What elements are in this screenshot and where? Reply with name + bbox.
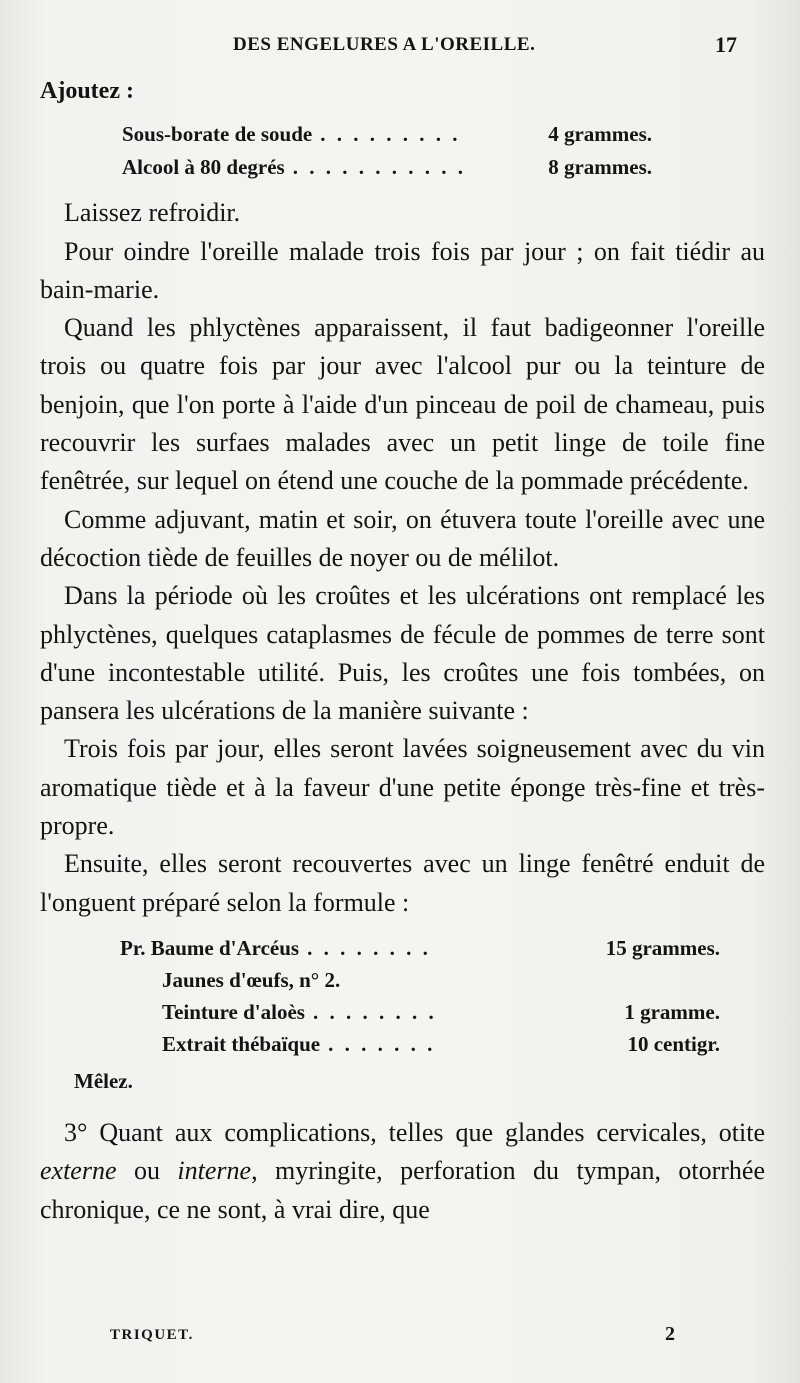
formula-list [120, 932, 765, 1060]
formula-ingredient-quantity: 1 gramme. [624, 999, 720, 1024]
sheet-mark: 2 [665, 1323, 675, 1345]
paragraph-ajoutez: Ajoutez : [40, 78, 134, 104]
paragraph-periode: Dans la période où les croûtes et les ulcérations ont remplacé les phlyctènes, quelques cataplasmes de fécule de pommes de terre sont d'une incontestable utilité. Puis, les croûtes une fois tombées, on pansera les ulcérations de la manière suivante : [40, 581, 765, 726]
ingredient-quantity: 4 grammes. [548, 122, 652, 147]
leader-dots: . . . . . . . . [312, 999, 437, 1024]
page-body [40, 72, 765, 1229]
ingredient-name: Sous-borate de soude [122, 122, 313, 147]
text-run: ou [116, 1156, 178, 1186]
paragraph-ensuite: Ensuite, elles seront recouvertes avec un linge fenêtré enduit de l'onguent préparé selon la formule : [40, 849, 765, 917]
formula-ingredient-quantity: 10 centigr. [627, 1031, 720, 1056]
paragraph-oindre: Pour oindre l'oreille malade trois fois par jour ; on fait tiédir au bain-marie. [40, 236, 765, 304]
formula-row [120, 1028, 720, 1060]
formula-row [120, 964, 762, 996]
paragraph-trois-fois: Trois fois par jour, elles seront lavées soigneusement avec du vin aromatique tiède et à la faveur d'une petite éponge très-fine et très-propre. [40, 734, 765, 841]
leader-dots: . . . . . . . . . [320, 122, 461, 147]
printer-signature: TRIQUET. [110, 1327, 194, 1343]
page-footer [0, 1323, 800, 1353]
emphasis-externe: externe [40, 1156, 117, 1186]
paragraph-laissez: Laissez refroidir. [64, 198, 241, 228]
paragraph-melez: Mêlez. [74, 1068, 133, 1093]
running-title: DES ENGELURES A L'OREILLE. [233, 34, 536, 55]
formula-row [120, 996, 720, 1028]
ingredient-quantity: 8 grammes. [548, 155, 652, 180]
leader-dots: . . . . . . . . . . . [292, 155, 466, 180]
paragraph-adjuvant: Comme adjuvant, matin et soir, on étuvera toute l'oreille avec une décoction tiède de feuilles de noyer ou de mélilot. [40, 504, 765, 572]
formula-row [120, 932, 720, 964]
ingredient-name: Alcool à 80 degrés [122, 155, 285, 180]
formula-ingredient-name: Jaunes d'œufs, n° 2. [162, 967, 341, 992]
formula-ingredient-name: Pr. Baume d'Arcéus [120, 935, 300, 960]
formula-ingredient-name: Extrait thébaïque [162, 1031, 321, 1056]
ingredient-row [122, 151, 652, 184]
emphasis-interne: interne [177, 1156, 252, 1186]
page-number: 17 [715, 32, 737, 57]
leader-dots: . . . . . . . . [307, 935, 431, 960]
formula-ingredient-quantity: 15 grammes. [605, 935, 720, 960]
ingredient-row [122, 118, 652, 151]
ingredient-list [122, 118, 652, 184]
text-run: 3° Quant aux complications, telles que glandes cervicales, otite [64, 1117, 765, 1147]
leader-dots: . . . . . . . [328, 1031, 436, 1056]
paragraph-complications [40, 1114, 765, 1229]
page-header [0, 34, 800, 64]
text-run: , myringite, perforation du tympan, otorrhée chronique, ce ne sont, à vrai dire, que [40, 1156, 766, 1224]
formula-ingredient-name: Teinture d'aloès [162, 999, 305, 1024]
paragraph-phlyctenes: Quand les phlyctènes apparaissent, il faut badigeonner l'oreille trois ou quatre fois par jour avec l'alcool pur ou la teinture de benjoin, que l'on porte à l'aide d'un pinceau de poil de chameau, puis recouvrir les surfaes malades avec un petit linge de toile fine fenêtrée, sur lequel on étend une couche de la pommade précédente. [40, 313, 765, 496]
